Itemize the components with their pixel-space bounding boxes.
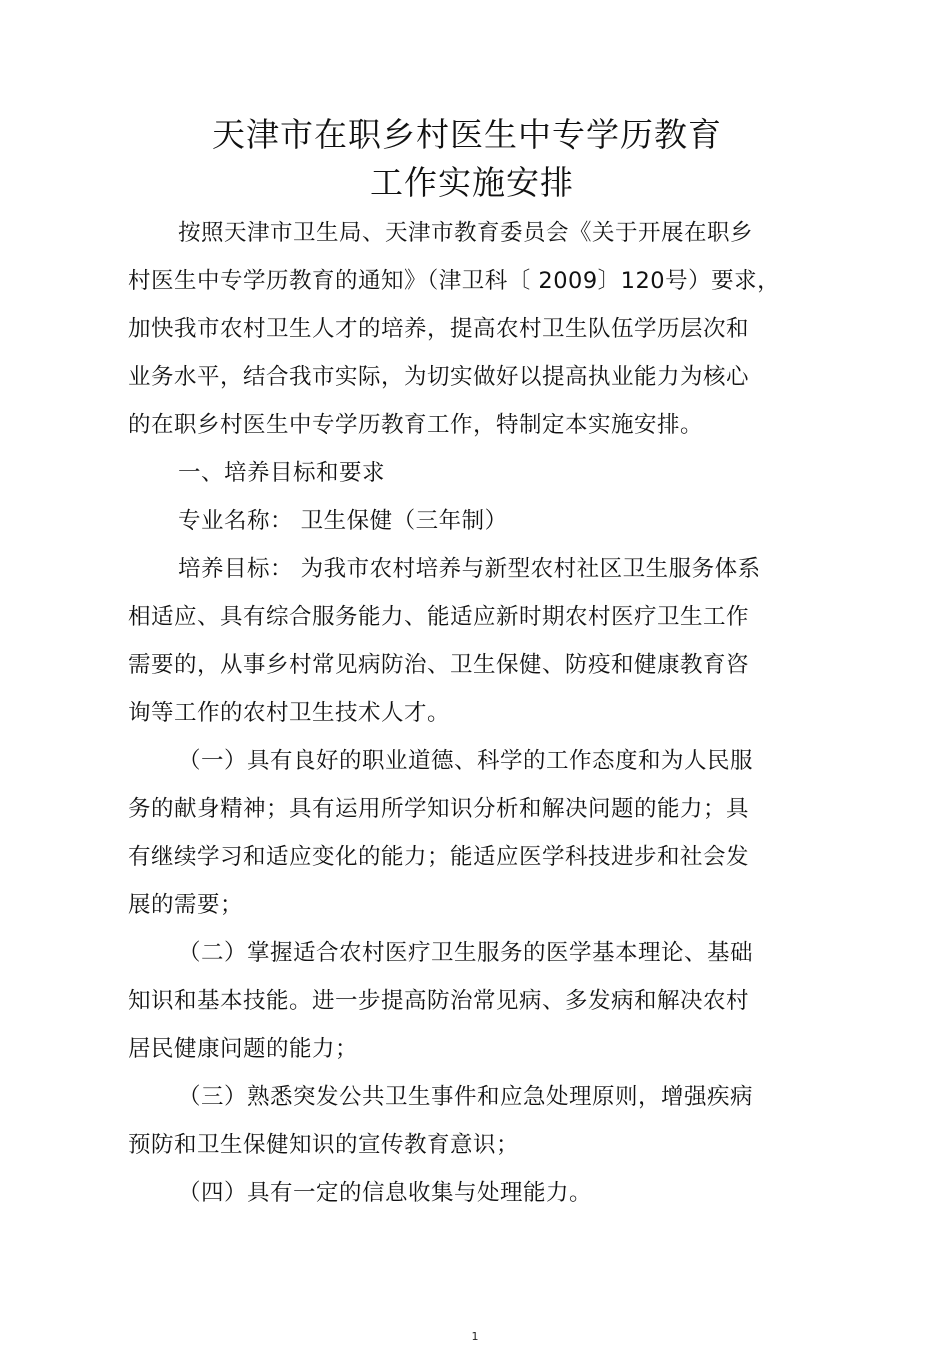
intro-line-4: 业务水平，结合我市实际，为切实做好以提高执业能力为核心 (128, 364, 750, 390)
req1-line-1: （一）具有良好的职业道德、科学的工作态度和为人民服 (178, 748, 754, 774)
goal-line-2: 相适应、具有综合服务能力、能适应新时期农村医疗卫生工作 (128, 604, 750, 630)
req3-line-1: （三）熟悉突发公共卫生事件和应急处理原则，增强疾病 (178, 1084, 754, 1110)
req1-line-3: 有继续学习和适应变化的能力；能适应医学科技进步和社会发 (128, 844, 750, 870)
goal-line-3: 需要的，从事乡村常见病防治、卫生保健、防疫和健康教育咨 (128, 652, 750, 678)
document-title-line-1: 天津市在职乡村医生中专学历教育 (212, 115, 722, 154)
intro-line-2: 村医生中专学历教育的通知》（津卫科〔 2009〕120号）要求， (128, 268, 781, 294)
intro-line-1: 按照天津市卫生局、天津市教育委员会《关于开展在职乡 (178, 220, 754, 246)
intro-line-5: 的在职乡村医生中专学历教育工作，特制定本实施安排。 (128, 412, 704, 438)
req2-line-3: 居民健康问题的能力； (128, 1036, 359, 1062)
req2-line-2: 知识和基本技能。进一步提高防治常见病、多发病和解决农村 (128, 988, 750, 1014)
req1-line-4: 展的需要； (128, 892, 244, 918)
major-line: 专业名称： 卫生保健（三年制） (178, 508, 508, 534)
req1-line-2: 务的献身精神；具有运用所学知识分析和解决问题的能力；具 (128, 796, 750, 822)
req3-line-2: 预防和卫生保健知识的宣传教育意识； (128, 1132, 520, 1158)
intro-line-3: 加快我市农村卫生人才的培养，提高农村卫生队伍学历层次和 (128, 316, 750, 342)
section-heading: 一、培养目标和要求 (178, 460, 386, 486)
req2-line-1: （二）掌握适合农村医疗卫生服务的医学基本理论、基础 (178, 940, 754, 966)
document-title-line-2: 工作实施安排 (370, 163, 574, 202)
goal-line-4: 询等工作的农村卫生技术人才。 (128, 700, 451, 726)
page-number: 1 (471, 1330, 479, 1343)
req4-line: （四）具有一定的信息收集与处理能力。 (178, 1180, 593, 1206)
goal-line-1: 培养目标： 为我市农村培养与新型农村社区卫生服务体系 (178, 556, 761, 582)
